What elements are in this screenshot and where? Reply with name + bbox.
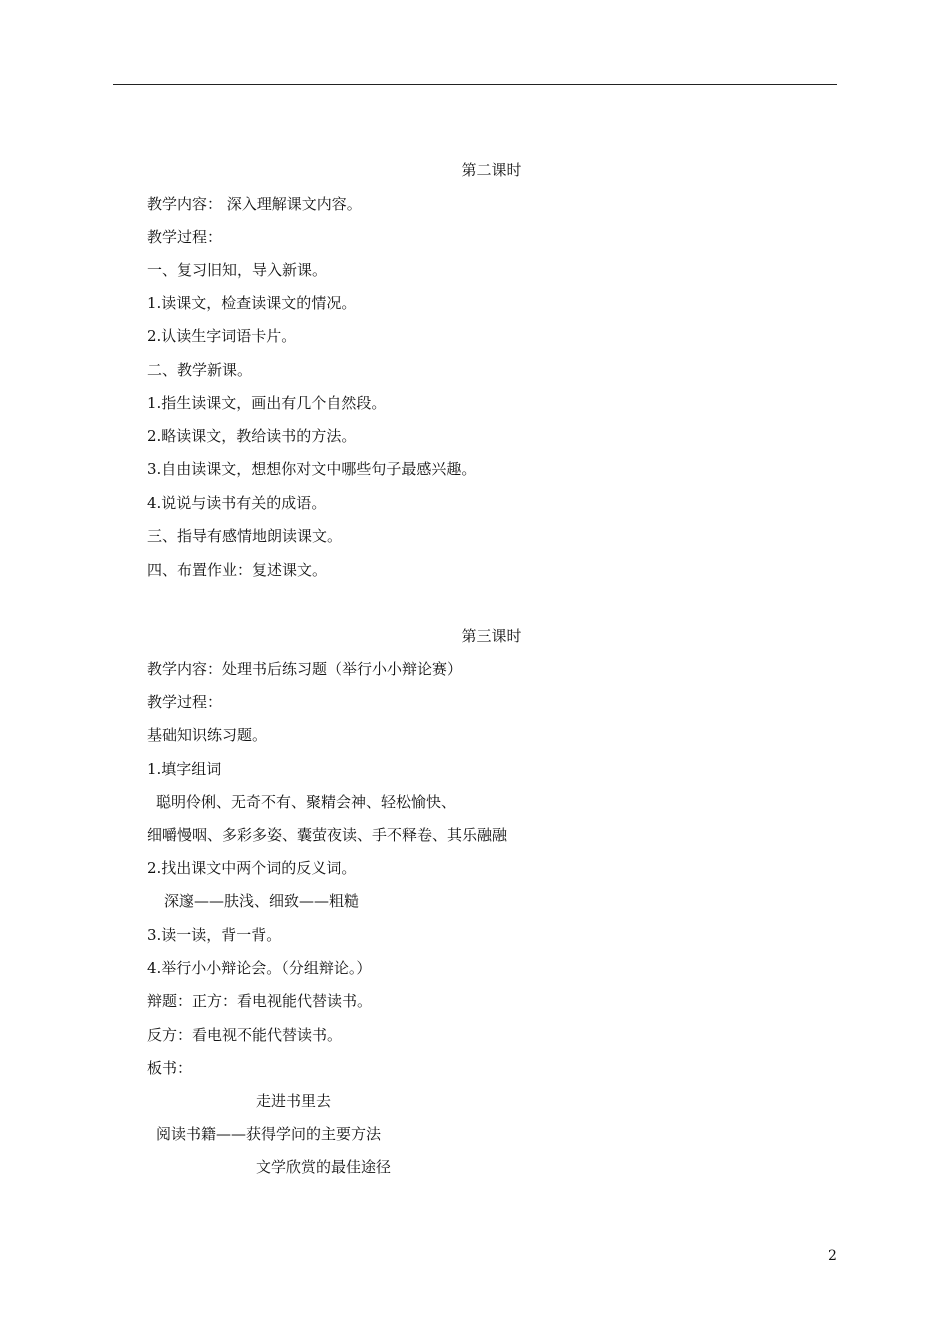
lesson3-title: 第三课时 (461, 627, 522, 645)
lesson2-section-4: 四、布置作业：复述课文。 (147, 561, 328, 579)
lesson3-q2: 2.找出课文中两个词的反义词。 (147, 859, 357, 877)
lesson2-section-3: 三、指导有感情地朗读课文。 (147, 527, 343, 545)
lesson3-q1-words-b: 细嚼慢咽、多彩多姿、囊萤夜读、手不释卷、其乐融融 (147, 826, 508, 844)
board-line-2: 阅读书籍——获得学问的主要方法 (156, 1125, 382, 1143)
lesson2-item-2-2: 2.略读课文，教给读书的方法。 (147, 427, 357, 445)
board-line-1: 走进书里去 (256, 1092, 332, 1110)
lesson3-basic: 基础知识练习题。 (147, 726, 268, 744)
lesson2-item-1-1: 1.读课文，检查读课文的情况。 (147, 294, 357, 312)
page-number: 2 (828, 1248, 837, 1264)
lesson3-debate-pro: 辩题：正方：看电视能代替读书。 (147, 992, 373, 1010)
lesson2-item-2-1: 1.指生读课文，画出有几个自然段。 (147, 394, 387, 412)
lesson2-title: 第二课时 (461, 161, 522, 179)
lesson2-process-label: 教学过程： (147, 228, 223, 246)
lesson2-item-2-3: 3.自由读课文，想想你对文中哪些句子最感兴趣。 (147, 460, 477, 478)
lesson2-content: 教学内容： 深入理解课文内容。 (147, 195, 362, 213)
lesson3-q3: 3.读一读，背一背。 (147, 926, 282, 944)
lesson3-debate-con: 反方：看电视不能代替读书。 (147, 1026, 343, 1044)
lesson3-content: 教学内容：处理书后练习题（举行小小辩论赛） (147, 660, 463, 678)
board-line-3: 文学欣赏的最佳途径 (256, 1158, 392, 1176)
lesson3-q1: 1.填字组词 (147, 760, 222, 778)
lesson2-item-1-2: 2.认读生字词语卡片。 (147, 327, 297, 345)
lesson2-section-2: 二、教学新课。 (147, 361, 253, 379)
lesson2-section-1: 一、复习旧知，导入新课。 (147, 261, 328, 279)
lesson3-q4: 4.举行小小辩论会。（分组辩论。） (147, 959, 372, 977)
lesson3-q1-words-a: 聪明伶俐、无奇不有、聚精会神、轻松愉快、 (156, 793, 457, 811)
lesson2-item-2-4: 4.说说与读书有关的成语。 (147, 494, 327, 512)
lesson3-board-label: 板书： (147, 1059, 193, 1077)
lesson3-process-label: 教学过程： (147, 693, 223, 711)
lesson3-q2-answer: 深邃——肤浅、细致——粗糙 (164, 892, 360, 910)
header-rule (113, 84, 837, 85)
